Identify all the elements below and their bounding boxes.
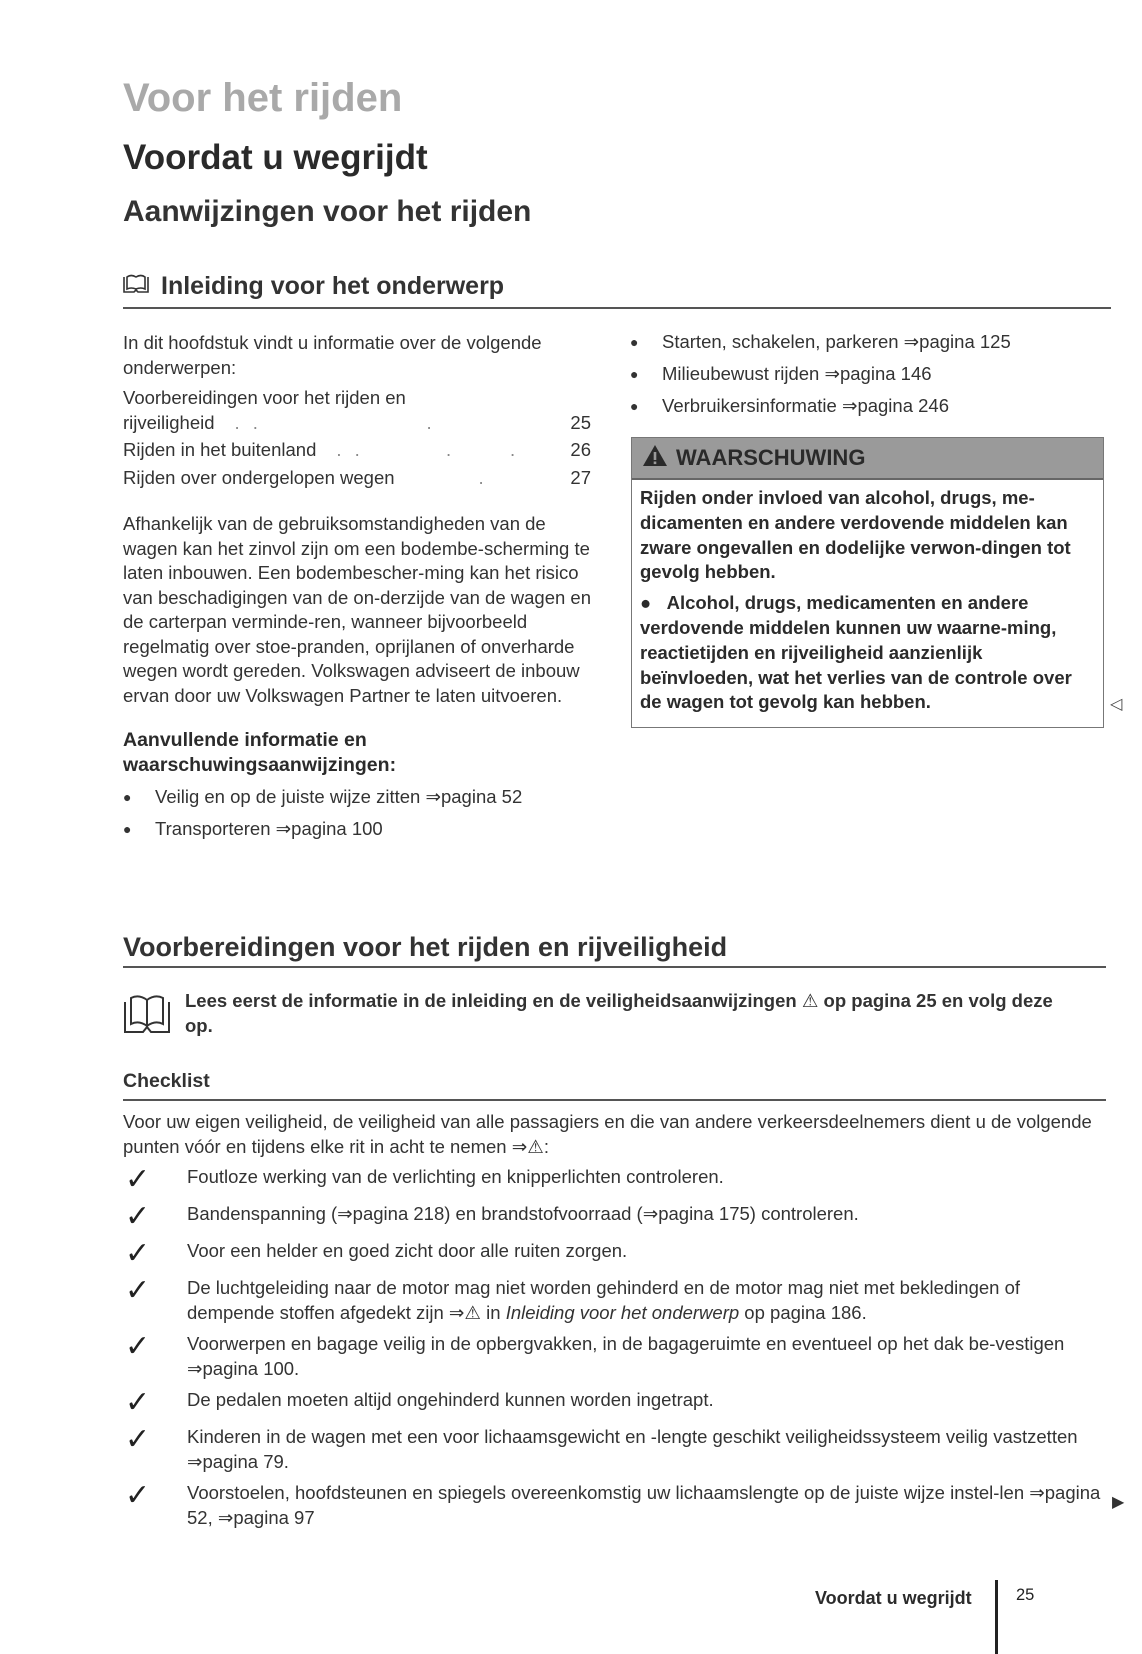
toc-entry[interactable]: Rijden in het buitenland . . . . 26	[123, 438, 591, 463]
page-number: 25	[1016, 1586, 1035, 1604]
toc-entry[interactable]: Rijden over ondergelopen wegen . 27	[123, 466, 591, 491]
bullet-icon: ●	[630, 366, 639, 382]
end-of-warning-icon: ◁	[1110, 696, 1123, 713]
warning-box	[631, 437, 1104, 728]
toc-entry[interactable]: rijveiligheid . . . 25	[123, 411, 591, 436]
book-icon	[123, 994, 171, 1040]
checklist-title: Checklist	[123, 1070, 210, 1092]
checklist-item[interactable]: ✓ Voor een helder en goed zicht door alle ruiten zorgen.	[125, 1237, 628, 1270]
additional-info-heading: Aanvullende informatie en waarschuwingsaanwijzingen:	[123, 729, 397, 776]
checklist-item[interactable]: ✓ Voorwerpen en bagage veilig in de opbergvakken, in de bagageruimte en eventueel op het dak be-vestigen ⇒pagina 100.	[123, 1332, 1103, 1381]
book-icon	[123, 272, 149, 301]
intro-paragraph: Afhankelijk van de gebruiksomstandigheden van de wagen kan het zinvol zijn om een bodembe-scherming te laten inbouwen. Een bodembescher-ming kan het risico van beschadigingen van de on-derzijde van de wagen en de carterpan verminde-ren, wanneer bijvoorbeeld regelmatig over stoe-pranden, oprijlanen of onverharde wegen wordt gereden. Volkswagen adviseert de inbouw ervan door uw Volkswagen Partner te laten uitvoeren.	[123, 513, 591, 706]
checklist-item[interactable]: ✓ De pedalen moeten altijd ongehinderd kunnen worden ingetrapt.	[125, 1386, 714, 1419]
list-item[interactable]: ● Transporteren ⇒pagina 100	[123, 813, 591, 845]
section2-title: Voorbereidingen voor het rijden en rijveiligheid	[123, 932, 728, 962]
checklist	[123, 1165, 1103, 1537]
checklist-intro: Voor uw eigen veiligheid, de veiligheid van alle passagiers en die van andere verkeersdeelnemers dient u de volgende punten vóór en tijdens elke rit in acht te nemen ⇒⚠:	[123, 1111, 1092, 1157]
page-link[interactable]: ⇒pagina 125	[903, 331, 1011, 352]
checklist-item[interactable]: ✓ Voorstoelen, hoofdsteunen en spiegels overeenkomstig uw lichaamslengte op de juiste wijze instel-len ⇒pagina 52, ⇒pagina 97	[123, 1481, 1103, 1530]
check-icon: ✓	[125, 1479, 151, 1512]
toc	[123, 386, 591, 490]
warning-text: Rijden onder invloed van alcohol, drugs, me-dicamenten en andere verdovende middelen kan zware ongevallen en dodelijke verwon-dingen tot gevolg hebben.	[640, 487, 1071, 583]
section-title: Voordat u wegrijdt	[123, 138, 428, 177]
checklist-rule	[123, 1099, 1106, 1101]
toc-page: 25	[570, 411, 591, 433]
bullet-icon: ●	[630, 334, 639, 350]
intro-rule	[123, 307, 1111, 309]
toc-page: 26	[570, 439, 591, 460]
list-item[interactable]: ● Verbruikersinformatie ⇒pagina 246	[630, 390, 1100, 422]
page-link[interactable]: ⇒pagina 246	[841, 395, 949, 416]
read-first-note: Lees eerst de informatie in de inleiding en de veiligheidsaanwijzingen ⚠ op pagina 25 en volg deze op.	[123, 988, 1083, 1040]
list-item[interactable]: ● Starten, schakelen, parkeren ⇒pagina 125	[630, 326, 1100, 358]
refs-right-list	[630, 326, 1100, 422]
page-link[interactable]: ⇒pagina 52	[425, 786, 523, 807]
check-icon: ✓	[125, 1163, 151, 1196]
check-icon: ✓	[125, 1200, 151, 1233]
intro-left-column	[123, 331, 591, 845]
warning-body	[632, 480, 1103, 727]
checklist-item[interactable]: ✓ Bandenspanning (⇒pagina 218) en brandstofvoorraad (⇒pagina 175) controleren.	[125, 1200, 859, 1233]
page-link[interactable]: ⇒pagina 146	[824, 363, 932, 384]
subsection-title: Aanwijzingen voor het rijden	[123, 195, 532, 228]
warning-triangle-icon	[642, 444, 668, 473]
check-icon: ✓	[125, 1274, 151, 1307]
continue-arrow-icon: ▶	[1112, 1494, 1125, 1511]
check-icon: ✓	[125, 1237, 151, 1270]
page-link[interactable]: ⇒pagina 100	[275, 818, 383, 839]
list-item[interactable]: ● Milieubewust rijden ⇒pagina 146	[630, 358, 1100, 390]
check-icon: ✓	[125, 1386, 151, 1419]
bullet-icon: ●	[630, 398, 639, 414]
checklist-item[interactable]: ✓ Foutloze werking van de verlichting en knipperlichten controleren.	[125, 1163, 724, 1196]
bullet-icon: ●	[640, 592, 667, 614]
chapter-title: Voor het rijden	[123, 76, 403, 120]
footer-divider	[995, 1580, 998, 1654]
toc-page: 27	[570, 466, 591, 488]
checklist-item[interactable]: ✓ Kinderen in de wagen met een voor lichaamsgewicht en -lengte geschikt veiligheidssysteem veilig vastzetten ⇒pagina 79.	[123, 1425, 1103, 1474]
bullet-icon: ●	[123, 821, 132, 837]
running-footer-title: Voordat u wegrijdt	[815, 1588, 972, 1608]
check-icon: ✓	[125, 1330, 151, 1363]
bullet-icon: ●	[123, 789, 132, 805]
warning-header: WAARSCHUWING	[632, 438, 1103, 480]
toc-entry-line1: Voorbereidingen voor het rijden en	[123, 387, 406, 408]
warning-bullet: ● Alcohol, drugs, medicamenten en andere verdovende middelen kunnen uw waarne-ming, reactietijden en rijveiligheid aanzienlijk beïnvloeden, wat het verlies van de controle over de wagen tot gevolg kan hebben.	[640, 592, 1072, 713]
refs-left-list	[123, 781, 591, 845]
check-icon: ✓	[125, 1423, 151, 1456]
checklist-item[interactable]: ✓ De luchtgeleiding naar de motor mag niet worden gehinderd en de motor mag niet met bekledingen of dempende stoffen afgedekt zijn ⇒⚠ in Inleiding voor het onderwerp op pagina 186.	[123, 1276, 1103, 1325]
intro-heading: Inleiding voor het onderwerp	[123, 272, 504, 301]
section2-rule	[123, 966, 1106, 968]
list-item[interactable]: ● Veilig en op de juiste wijze zitten ⇒pagina 52	[123, 781, 591, 813]
cross-reference-title[interactable]: Inleiding voor het onderwerp	[505, 1301, 740, 1323]
intro-lead: In dit hoofdstuk vindt u informatie over de volgende onderwerpen:	[123, 332, 542, 378]
